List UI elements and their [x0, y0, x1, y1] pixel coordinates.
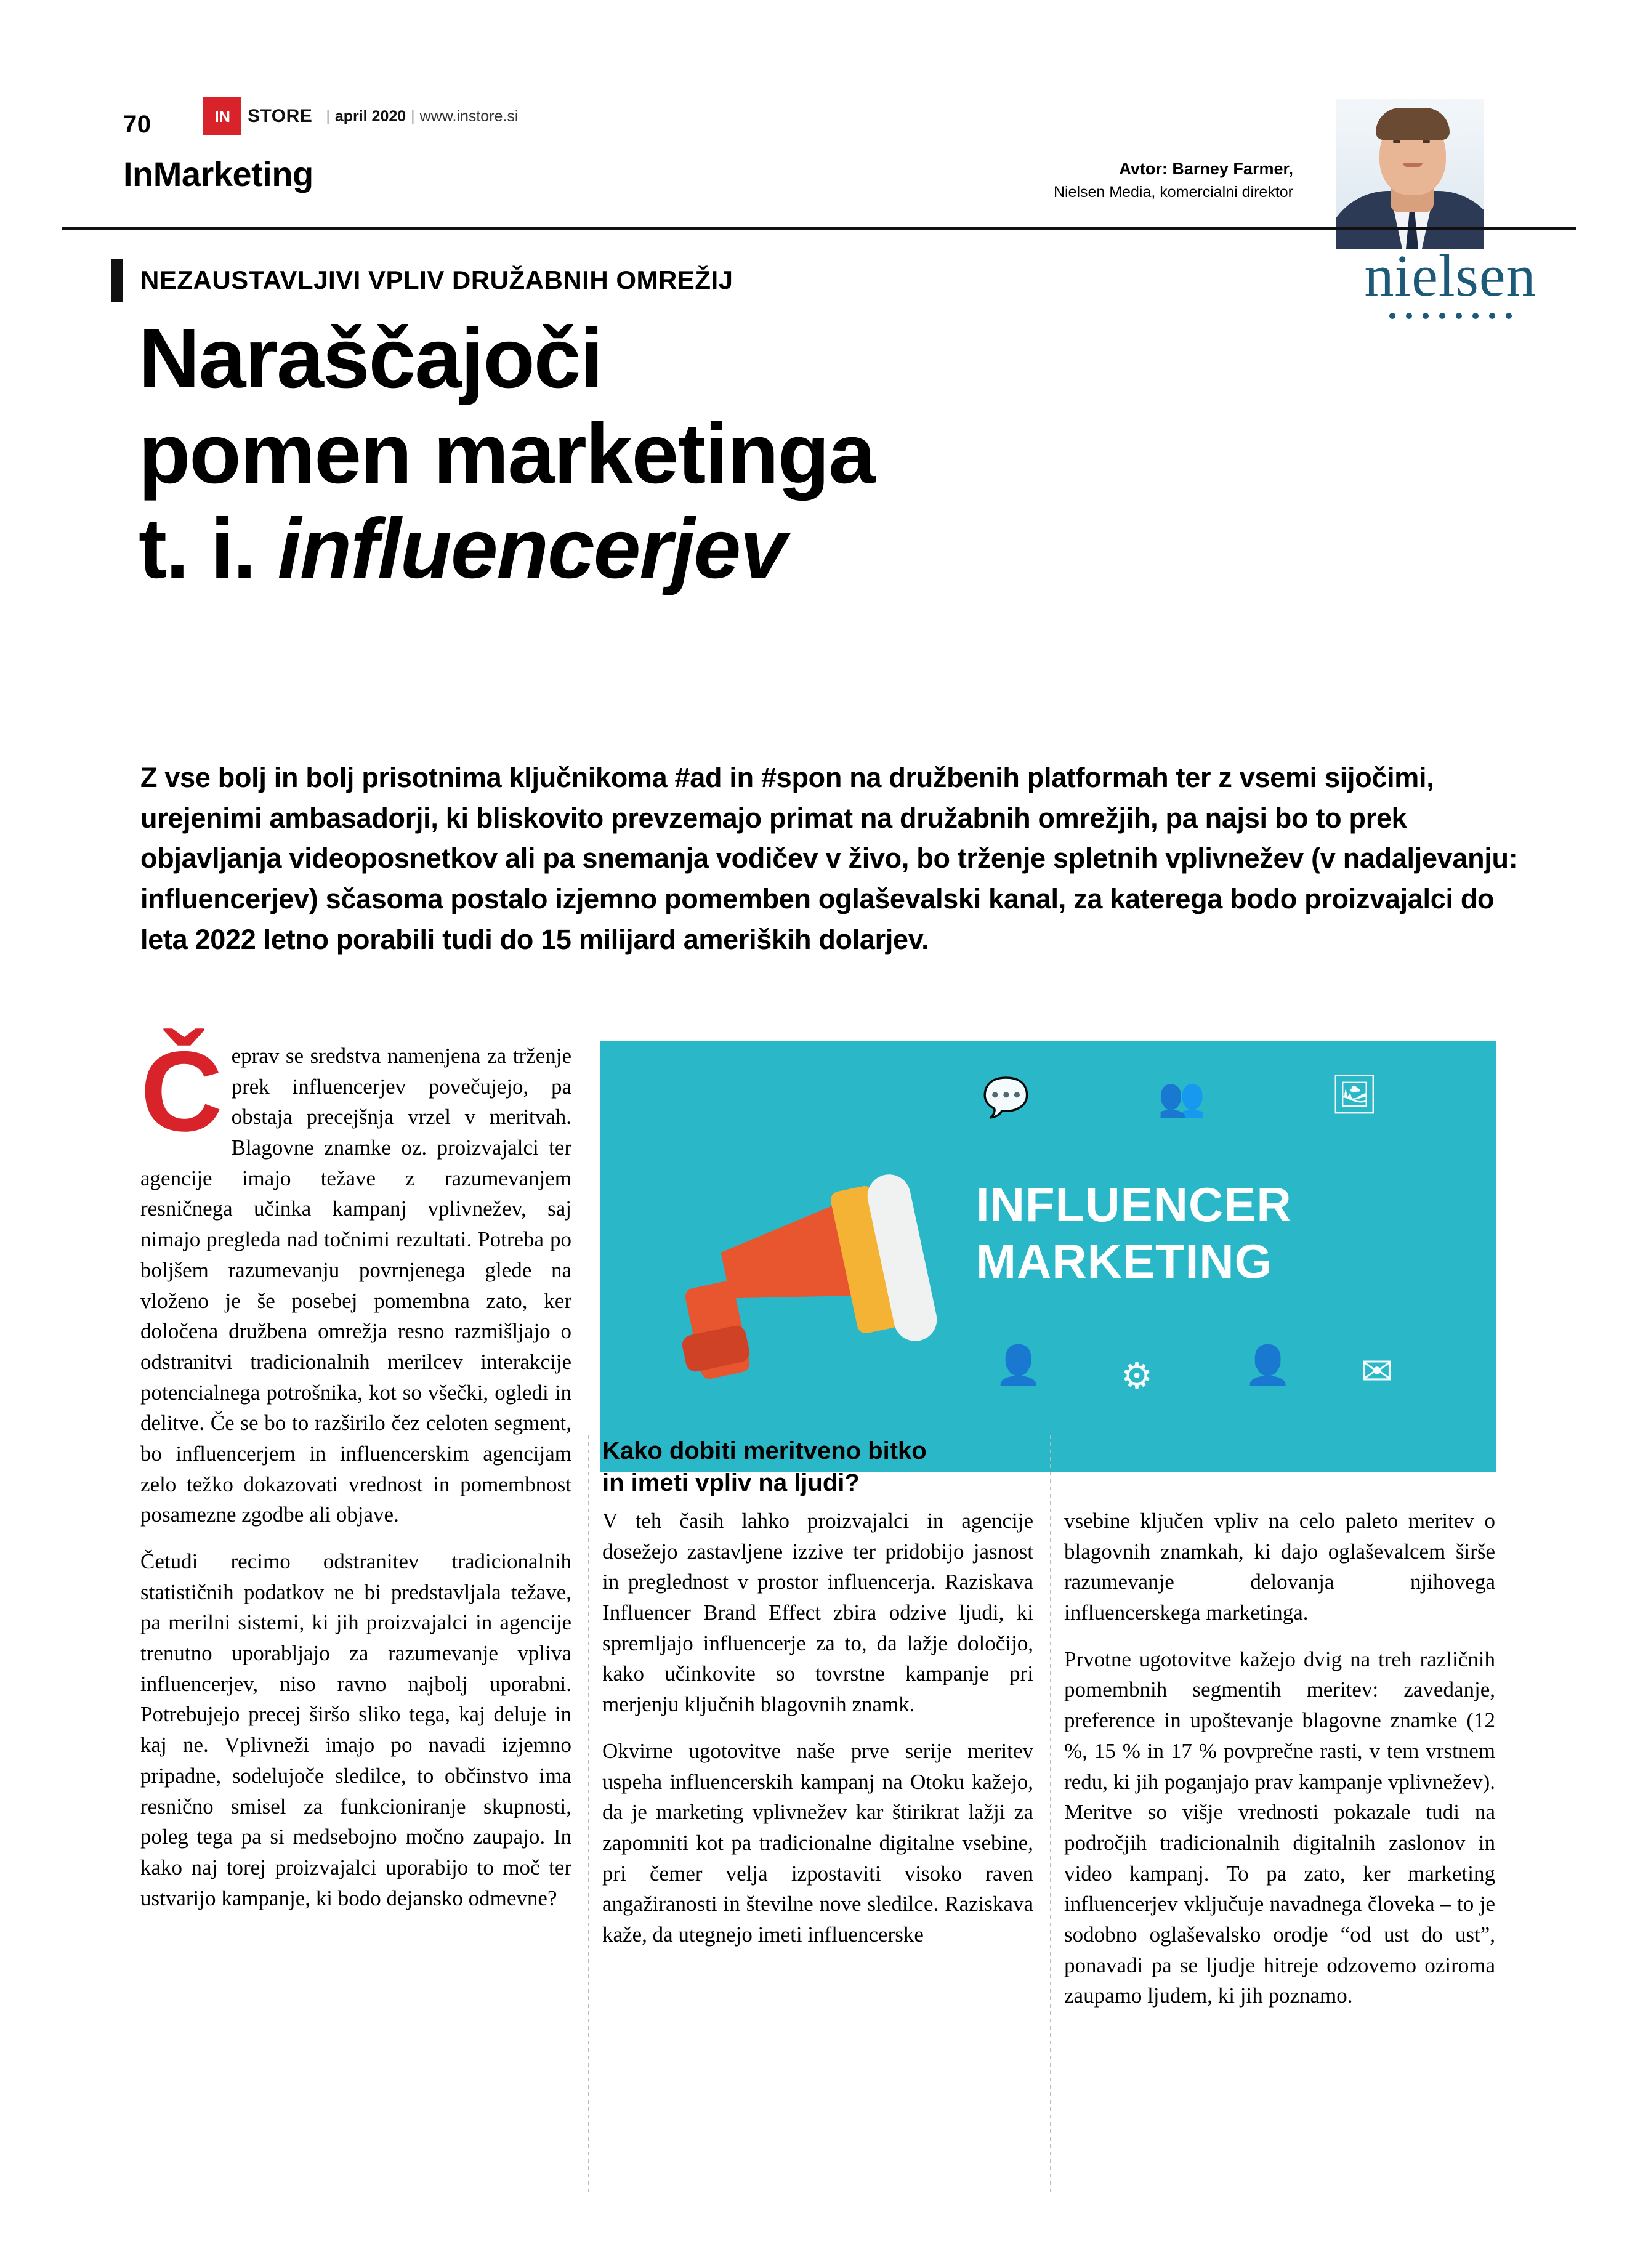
website-url: www.instore.si	[419, 107, 519, 125]
header-divider	[62, 227, 1576, 230]
body-column-1	[140, 1028, 571, 1929]
body-column-3	[1064, 1506, 1495, 2027]
headline-line-3-plain: t. i.	[139, 501, 278, 597]
separator-1: |	[326, 107, 330, 125]
illustration-title-line-2: MARKETING	[976, 1234, 1273, 1289]
dot	[1456, 313, 1462, 319]
photo-eye-right	[1423, 140, 1430, 143]
photo-mouth	[1403, 163, 1423, 167]
headline-line-2: pomen marketinga	[139, 406, 874, 501]
instore-logo-icon	[203, 97, 241, 135]
person-icon: 👤	[995, 1342, 1043, 1387]
dot	[1489, 313, 1495, 319]
paragraph: vsebine ključen vpliv na celo paleto meritev o blagovnih znamkah, ki dajo oglaševalcem širše razumevanje delovanja njihovega influencerskega marketinga.	[1064, 1509, 1495, 1625]
section-subheading	[602, 1435, 1033, 1499]
byline	[1054, 157, 1293, 203]
kicker-bar	[111, 259, 123, 302]
dot	[1406, 313, 1412, 319]
headline-line-1: Naraščajoči	[139, 311, 602, 406]
chat-bubble-icon: 💬	[982, 1075, 1030, 1120]
logo-in-text: IN	[214, 107, 230, 126]
page-header	[123, 74, 1533, 228]
paragraph: Okvirne ugotovitve naše prve serije meritev uspeha influencerskih kampanj na Otoku kažejo, da je marketing vplivnežev kar štirikrat lažji za zapomniti kot pa tradicionalne digitalne vsebine, pri čemer velja izpostaviti visoko raven angažiranosti in številne nove sledilce. Raziskava kaže, da utegnejo imeti influencerske	[602, 1738, 1033, 1947]
gear-icon: ⚙	[1121, 1355, 1153, 1397]
photo-hair	[1376, 108, 1450, 140]
illustration-title	[976, 1176, 1292, 1289]
kicker-row	[111, 259, 733, 302]
dot	[1439, 313, 1445, 319]
column-divider	[588, 1435, 589, 2192]
paragraph: V teh časih lahko proizvajalci in agencije dosežejo zastavljene izzive ter pridobijo jasnost in preglednost v prostor influencerja. Raziskava Influencer Brand Effect zbira odzive ljudi, ki spremljajo influencerje za to, da lažje določijo, kako učinkovite so tovrstne kampanje pri merjenju ključnih blagovnih znamk.	[602, 1509, 1033, 1717]
headline-line-3	[139, 501, 1370, 597]
person-icon: 👤	[1244, 1342, 1292, 1387]
article-illustration	[600, 1041, 1496, 1472]
body-column-2	[602, 1506, 1033, 1966]
dot	[1389, 313, 1395, 319]
illustration-title-line-1: INFLUENCER	[976, 1177, 1292, 1232]
issue-date: april 2020	[334, 107, 406, 125]
drop-cap: Č	[140, 1028, 223, 1155]
people-group-icon: 👥	[1158, 1075, 1206, 1120]
article-kicker: NEZAUSTAVLJIVI VPLIV DRUŽABNIH OMREŽIJ	[140, 265, 733, 294]
headline-line-3-italic: influencerjev	[277, 501, 786, 597]
page-title	[139, 311, 1370, 597]
author-role: Nielsen Media, komercialni direktor	[1053, 184, 1293, 201]
masthead	[203, 97, 518, 135]
paragraph: Prvotne ugotovitve kažejo dvig na treh različnih pomembnih segmentih meritev: zavedanje, preference in upoštevanje blagovne znamke (12 %, 15 % in 17 % povprečne rasti, v tem vrstnem redu, ki jih poganjajo prav kampanje vplivnežev). Meritve so višje vrednosti pokazale tudi na področjih tradicionalnih digitalnih zaslonov in video kampanj. To pa zato, ker marketing influencerjev vključuje navadnega človeka – to je sodobno oglaševalsko orodje “od ust do ust”, ponavadi pa se ljudje hitreje odzovemo oziroma zaupamo ljudem, ki jih poznamo.	[1064, 1647, 1495, 2008]
issue-info	[321, 108, 518, 126]
subheading-line-1: Kako dobiti meritveno bitko	[602, 1437, 927, 1464]
subheading-line-2: in imeti vpliv na ljudi?	[602, 1469, 860, 1496]
nielsen-logo	[1321, 243, 1580, 319]
separator-2: |	[411, 107, 415, 125]
logo-store-text: STORE	[248, 106, 313, 126]
author-name: Avtor: Barney Farmer,	[1119, 159, 1293, 178]
column-divider	[1050, 1435, 1051, 2192]
dot	[1506, 313, 1512, 319]
paragraph	[140, 1028, 571, 1530]
photo-eye-left	[1393, 140, 1400, 143]
paragraph-text: eprav se sredstva namenjena za trženje prek influencerjev povečujejo, pa obstaja precejšnja vrzel v meritvah. Blagovne znamke oz. proizvajalci ter agencije imajo težave z razumevanjem resničnega učinka kampanj vplivnežev, saj nimajo pregleda nad točnimi rezultati. Potreba po boljšem razumevanju povrnjenega glede na vloženo je še posebej pomembna zato, ker določena družbena omrežja resno razmišljajo o odstranitvi tradicionalnih merilcev interakcije potencialnega potrošnika, kot so všečki, ogledi in delitve. Če se bo to razširilo čez celoten segment, bo influencerjem in influencerskim agencijam zelo težko dokazovati vrednost in pomembnost posamezne zgodbe ali objave.	[140, 1044, 571, 1527]
nielsen-wordmark: nielsen	[1364, 243, 1536, 309]
photo-icon: 🖼	[1330, 1071, 1379, 1116]
paragraph: Četudi recimo odstranitev tradicionalnih statističnih podatkov ne bi predstavljala težave, pa merilni sistemi, ki jih proizvajalci in agencije trenutno uporabljajo za razumevanje vpliva influencerjev, niso ravno najbolj uporabni. Potrebujejo precej širšo sliko tega, kaj deluje in kaj ne. Vplivneži imajo po navadi izjemno pripadne, sodelujoče sledilce, to občinstvo ima resnično smisel za funkcioniranje skupnosti, poleg tega pa si medsebojno močno zaupajo. In kako naj torej proizvajalci uporabijo to moč ter ustvarijo kampanje, ki bodo dejansko odmevne?	[140, 1549, 571, 1910]
envelope-icon: ✉	[1361, 1349, 1393, 1394]
article-lead: Z vse bolj in bolj prisotnima ključnikoma #ad in #spon na družbenih platformah ter z vsemi sijočimi, urejenimi ambasadorji, ki bliskovito prevzemajo primat na družabnih omrežjih, pa najsi bo to prek objavljanja videoposnetkov ali pa snemanja vodičev v živo, bo trženje spletnih vplivnežev (v nadaljevanju: influencerjev) sčasoma postalo izjemno pomemben oglaševalski kanal, za katerega bodo proizvajalci do leta 2022 letno porabili tudi do 15 milijard ameriških dolarjev.	[140, 762, 1518, 955]
dot	[1423, 313, 1429, 319]
dot	[1472, 313, 1479, 319]
page-number: 70	[123, 111, 151, 138]
section-title: InMarketing	[123, 155, 313, 193]
